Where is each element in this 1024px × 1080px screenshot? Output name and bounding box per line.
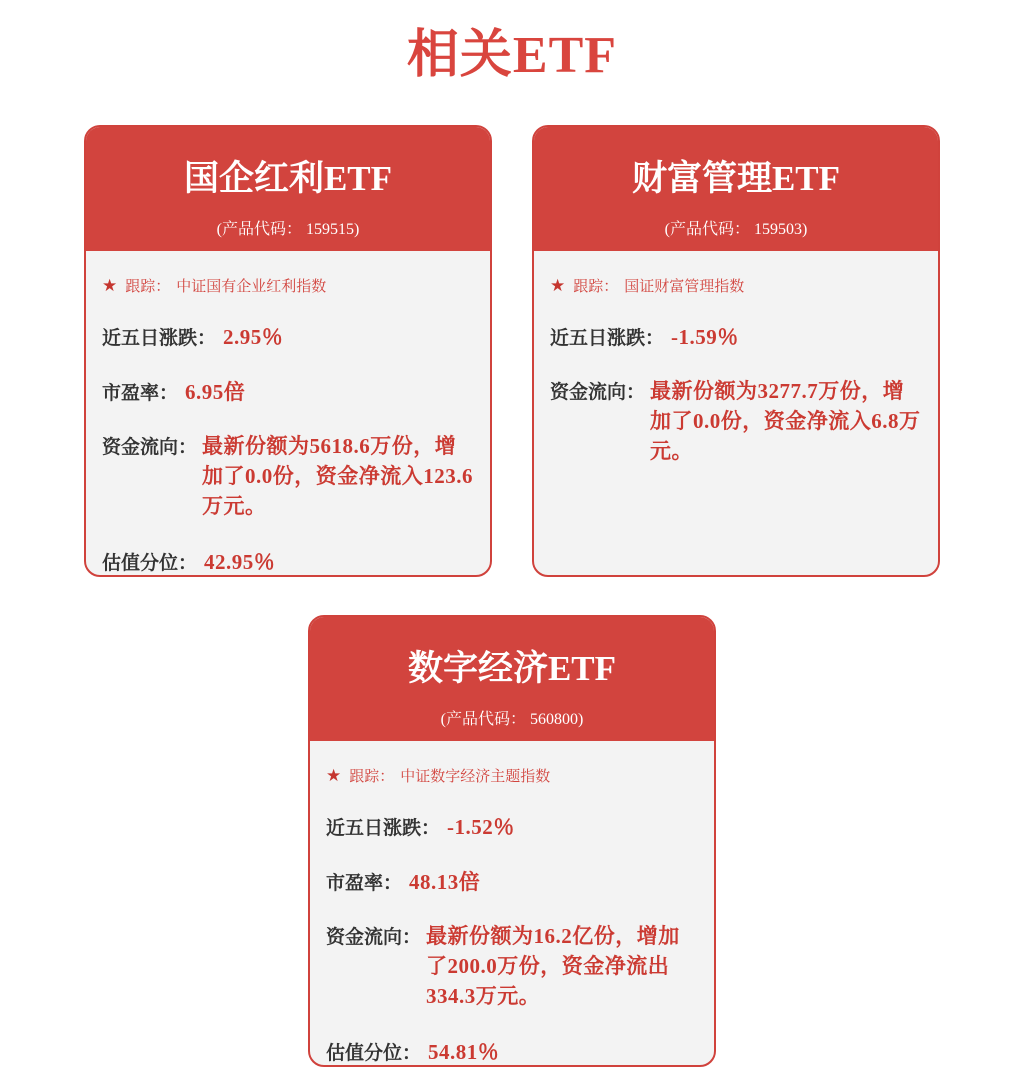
flow-value: 最新份额为5618.6万份，增加了0.0份，资金净流入123.6万元。	[202, 434, 474, 518]
pe-label: 市盈率：	[102, 383, 179, 404]
tracking-index-name: 中证国有企业红利指数	[176, 278, 327, 295]
star-icon: ★	[550, 276, 566, 295]
change-label: 近五日涨跌：	[326, 818, 441, 839]
cards-row-top	[0, 125, 1024, 577]
pe-row	[102, 376, 474, 406]
flow-label: 资金流向：	[550, 382, 646, 403]
etf-card-guoqihongli	[84, 125, 492, 577]
flow-row	[326, 921, 698, 1011]
change-row	[102, 321, 474, 351]
cards-row-bottom	[0, 615, 1024, 1067]
page-title: 相关ETF	[406, 27, 618, 84]
pe-row	[326, 866, 698, 896]
change-row	[550, 321, 922, 351]
flow-row	[102, 431, 474, 521]
etf-product-code: (产品代码： 159503)	[664, 221, 808, 238]
change-value: -1.52％	[447, 815, 515, 839]
valuation-value: 42.95％	[204, 550, 276, 574]
valuation-label: 估值分位：	[102, 553, 198, 574]
change-value: 2.95％	[223, 325, 284, 349]
card-body	[310, 765, 714, 1066]
etf-name: 国企红利ETF	[183, 159, 393, 198]
flow-value: 最新份额为16.2亿份，增加了200.0万份，资金净流出334.3万元。	[426, 924, 680, 1008]
card-body	[534, 275, 938, 466]
change-label: 近五日涨跌：	[102, 328, 217, 349]
pe-value: 48.13倍	[409, 870, 481, 894]
card-header	[310, 617, 714, 741]
card-body	[86, 275, 490, 576]
etf-card-caifuguanli	[532, 125, 940, 577]
tracking-row	[102, 275, 474, 296]
tracking-index-name: 中证数字经济主题指数	[400, 768, 551, 785]
valuation-row	[326, 1036, 698, 1066]
change-row	[326, 811, 698, 841]
tracking-row	[550, 275, 922, 296]
card-header	[86, 127, 490, 251]
pe-value: 6.95倍	[185, 380, 246, 404]
card-header	[534, 127, 938, 251]
flow-value: 最新份额为3277.7万份，增加了0.0份，资金净流入6.8万元。	[650, 379, 921, 463]
tracking-row	[326, 765, 698, 786]
valuation-row	[102, 546, 474, 576]
tracking-label: 跟踪：	[125, 278, 171, 295]
etf-name: 数字经济ETF	[407, 649, 617, 688]
tracking-label: 跟踪：	[573, 278, 619, 295]
etf-name: 财富管理ETF	[631, 159, 841, 198]
star-icon: ★	[326, 766, 342, 785]
tracking-label: 跟踪：	[349, 768, 395, 785]
tracking-index-name: 国证财富管理指数	[624, 278, 745, 295]
star-icon: ★	[102, 276, 118, 295]
flow-label: 资金流向：	[102, 437, 198, 458]
etf-product-code: (产品代码： 560800)	[440, 711, 584, 728]
change-label: 近五日涨跌：	[550, 328, 665, 349]
valuation-value: 54.81％	[428, 1040, 500, 1064]
etf-card-shuzijingji	[308, 615, 716, 1067]
pe-label: 市盈率：	[326, 873, 403, 894]
flow-label: 资金流向：	[326, 927, 422, 948]
valuation-label: 估值分位：	[326, 1043, 422, 1064]
change-value: -1.59％	[671, 325, 739, 349]
etf-product-code: (产品代码： 159515)	[216, 221, 360, 238]
flow-row	[550, 376, 922, 466]
